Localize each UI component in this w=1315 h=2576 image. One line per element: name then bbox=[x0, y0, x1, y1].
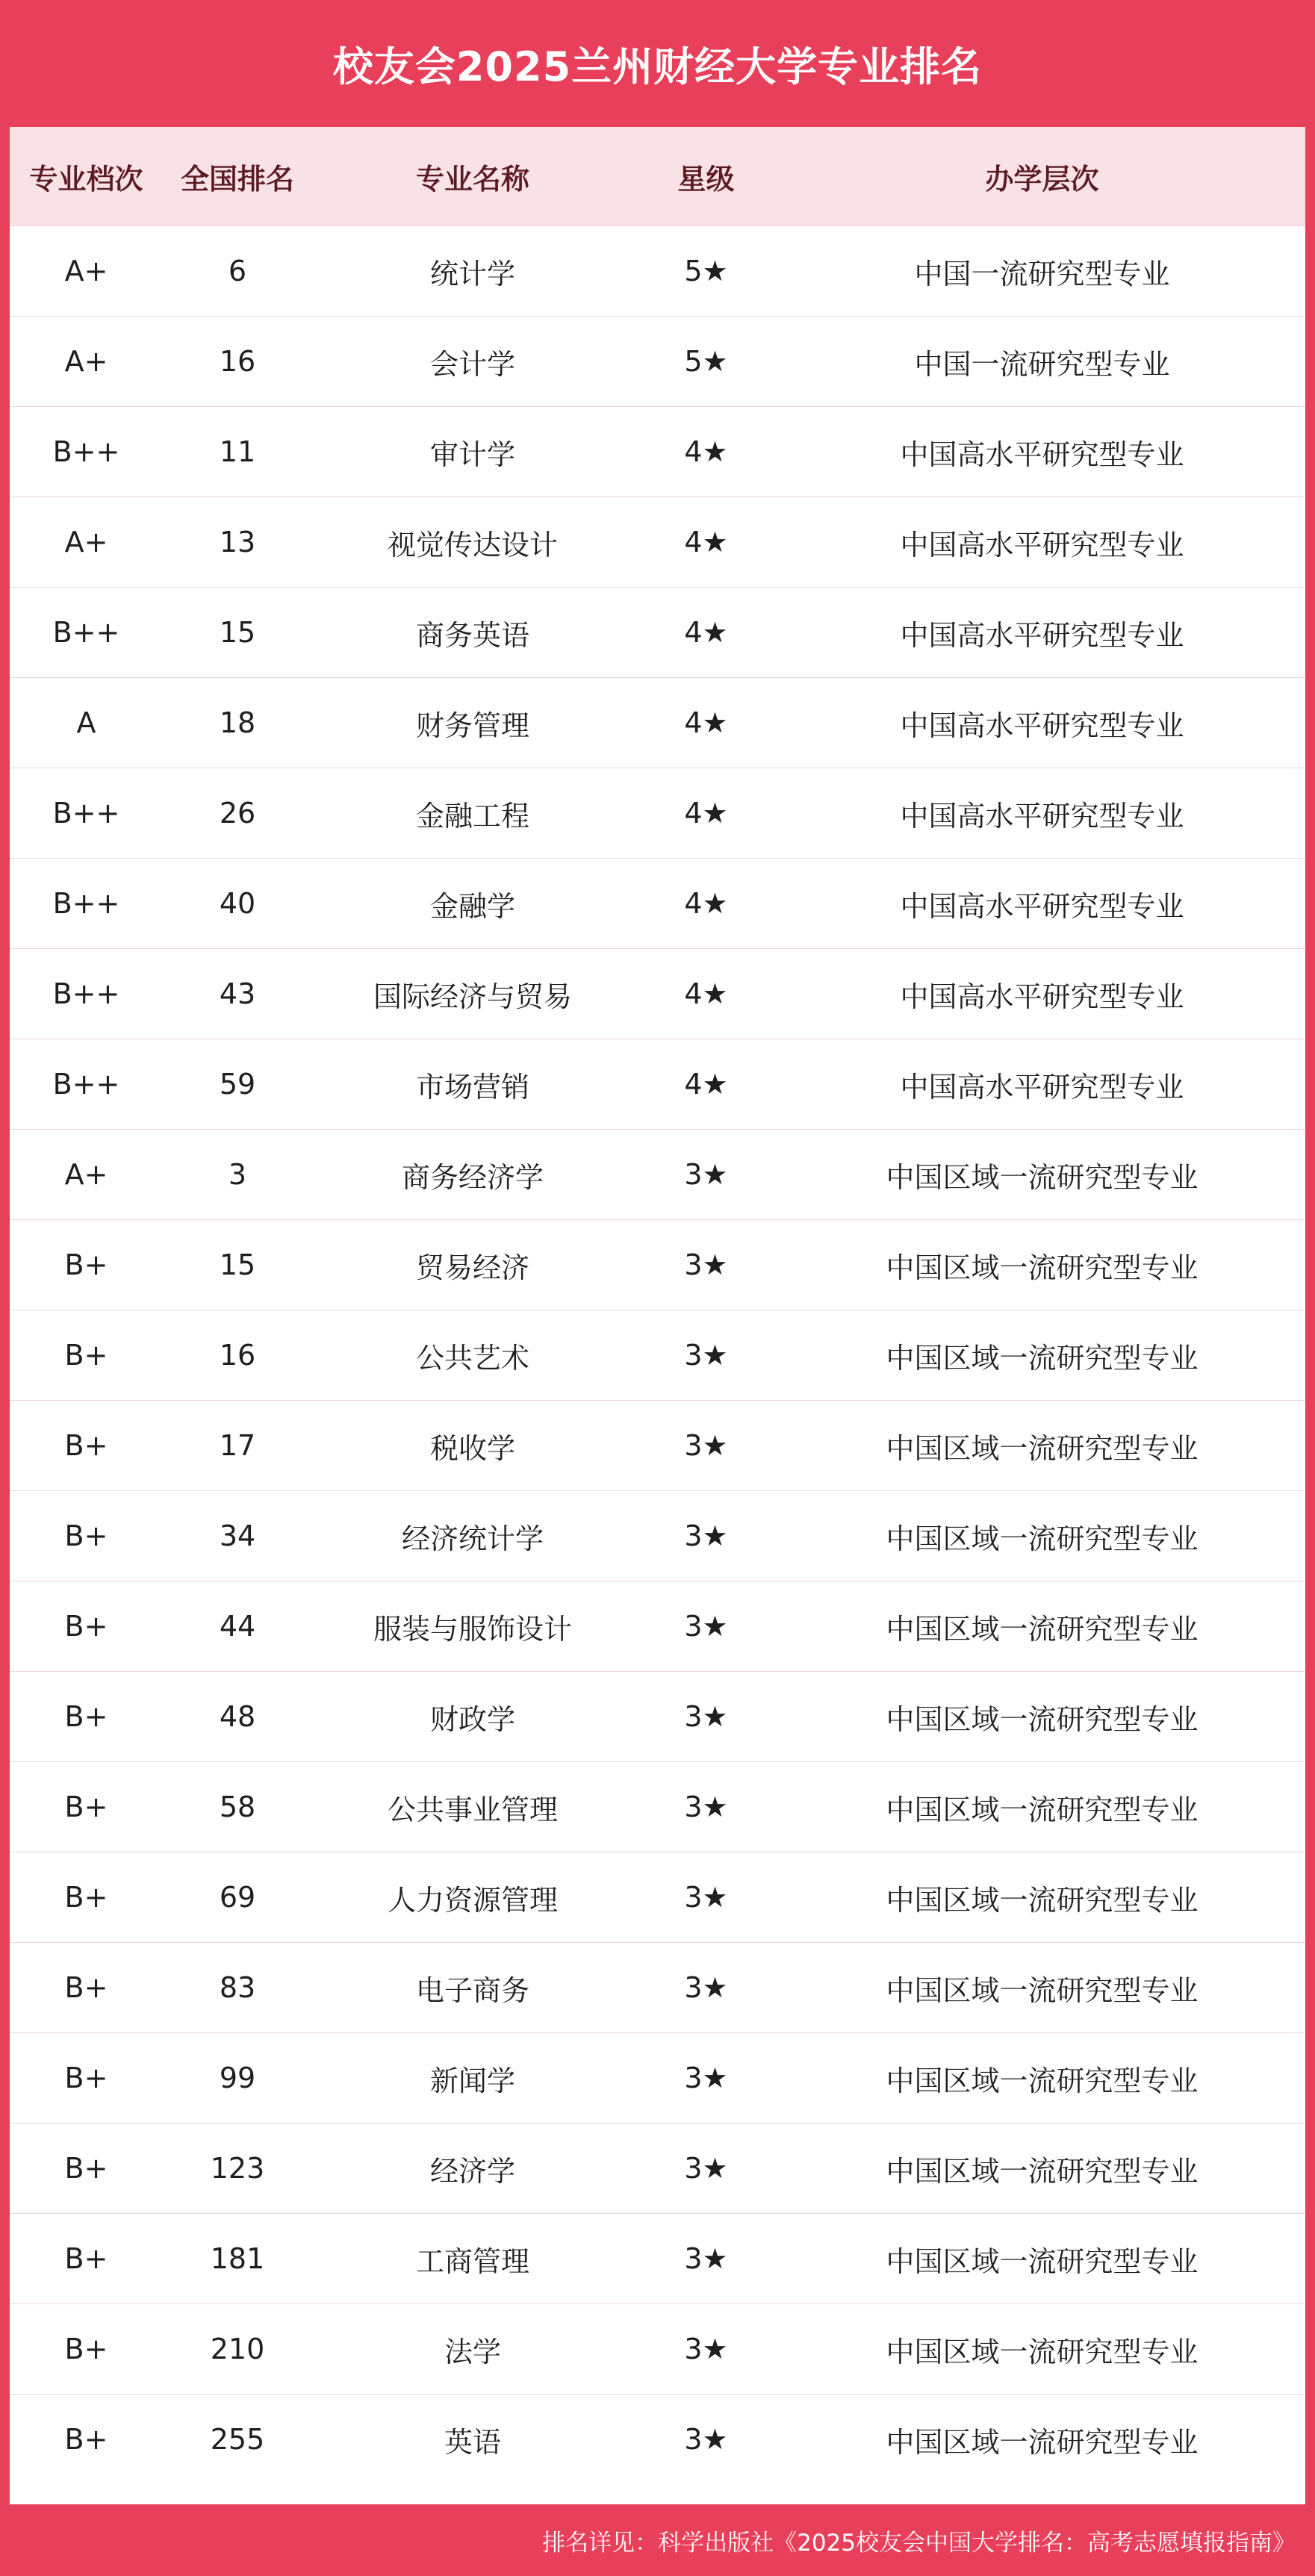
table-row bbox=[10, 2214, 1305, 2304]
cell-national-rank: 255 bbox=[163, 2395, 312, 2485]
cell-level: B+ bbox=[10, 2304, 163, 2395]
cell-major-name: 英语 bbox=[312, 2395, 633, 2485]
cell-major-name: 统计学 bbox=[312, 226, 633, 317]
cell-program-tier: 中国区域一流研究型专业 bbox=[779, 1852, 1305, 1943]
table-row bbox=[10, 1310, 1305, 1401]
cell-national-rank: 44 bbox=[163, 1581, 312, 1672]
table-row bbox=[10, 1852, 1305, 1943]
cell-national-rank: 123 bbox=[163, 2124, 312, 2214]
cell-program-tier: 中国一流研究型专业 bbox=[779, 226, 1305, 317]
cell-program-tier: 中国高水平研究型专业 bbox=[779, 949, 1305, 1039]
cell-national-rank: 3 bbox=[163, 1130, 312, 1220]
cell-star-rating: 3★ bbox=[633, 2304, 779, 2395]
cell-major-name: 视觉传达设计 bbox=[312, 497, 633, 588]
cell-level: B++ bbox=[10, 588, 163, 678]
cell-program-tier: 中国区域一流研究型专业 bbox=[779, 2304, 1305, 2395]
cell-major-name: 金融学 bbox=[312, 859, 633, 949]
table-row bbox=[10, 768, 1305, 859]
cell-program-tier: 中国区域一流研究型专业 bbox=[779, 1762, 1305, 1852]
cell-major-name: 电子商务 bbox=[312, 1943, 633, 2033]
cell-program-tier: 中国高水平研究型专业 bbox=[779, 588, 1305, 678]
cell-star-rating: 3★ bbox=[633, 1401, 779, 1491]
table-row bbox=[10, 1220, 1305, 1310]
cell-star-rating: 4★ bbox=[633, 859, 779, 949]
cell-star-rating: 3★ bbox=[633, 1762, 779, 1852]
table-row bbox=[10, 1039, 1305, 1130]
cell-national-rank: 26 bbox=[163, 768, 312, 859]
table-row bbox=[10, 949, 1305, 1039]
cell-national-rank: 83 bbox=[163, 1943, 312, 2033]
cell-star-rating: 4★ bbox=[633, 588, 779, 678]
cell-major-name: 公共事业管理 bbox=[312, 1762, 633, 1852]
cell-major-name: 服装与服饰设计 bbox=[312, 1581, 633, 1672]
header-star-rating: 星级 bbox=[633, 127, 779, 226]
table-row bbox=[10, 2124, 1305, 2214]
cell-level: B++ bbox=[10, 407, 163, 497]
cell-star-rating: 4★ bbox=[633, 407, 779, 497]
table-row bbox=[10, 1401, 1305, 1491]
table-body bbox=[10, 226, 1305, 2485]
cell-major-name: 财政学 bbox=[312, 1672, 633, 1762]
cell-national-rank: 59 bbox=[163, 1039, 312, 1130]
cell-major-name: 税收学 bbox=[312, 1401, 633, 1491]
cell-national-rank: 99 bbox=[163, 2033, 312, 2124]
cell-national-rank: 210 bbox=[163, 2304, 312, 2395]
cell-major-name: 人力资源管理 bbox=[312, 1852, 633, 1943]
cell-program-tier: 中国区域一流研究型专业 bbox=[779, 2395, 1305, 2485]
table-row bbox=[10, 1581, 1305, 1672]
cell-star-rating: 3★ bbox=[633, 1581, 779, 1672]
cell-level: A+ bbox=[10, 1130, 163, 1220]
cell-star-rating: 5★ bbox=[633, 317, 779, 407]
cell-national-rank: 48 bbox=[163, 1672, 312, 1762]
cell-major-name: 公共艺术 bbox=[312, 1310, 633, 1401]
cell-level: B++ bbox=[10, 859, 163, 949]
cell-star-rating: 4★ bbox=[633, 1039, 779, 1130]
cell-national-rank: 15 bbox=[163, 1220, 312, 1310]
cell-major-name: 贸易经济 bbox=[312, 1220, 633, 1310]
cell-program-tier: 中国一流研究型专业 bbox=[779, 317, 1305, 407]
cell-major-name: 工商管理 bbox=[312, 2214, 633, 2304]
cell-program-tier: 中国区域一流研究型专业 bbox=[779, 1491, 1305, 1581]
cell-star-rating: 3★ bbox=[633, 1491, 779, 1581]
cell-program-tier: 中国区域一流研究型专业 bbox=[779, 1220, 1305, 1310]
cell-level: B+ bbox=[10, 1310, 163, 1401]
cell-national-rank: 15 bbox=[163, 588, 312, 678]
cell-program-tier: 中国区域一流研究型专业 bbox=[779, 2124, 1305, 2214]
cell-level: A+ bbox=[10, 317, 163, 407]
cell-level: B++ bbox=[10, 1039, 163, 1130]
cell-national-rank: 11 bbox=[163, 407, 312, 497]
table-row bbox=[10, 2395, 1305, 2485]
cell-level: B+ bbox=[10, 1943, 163, 2033]
table-row bbox=[10, 317, 1305, 407]
cell-major-name: 经济学 bbox=[312, 2124, 633, 2214]
cell-level: B+ bbox=[10, 1491, 163, 1581]
table-row bbox=[10, 497, 1305, 588]
cell-level: B+ bbox=[10, 2033, 163, 2124]
cell-level: B+ bbox=[10, 1762, 163, 1852]
cell-national-rank: 6 bbox=[163, 226, 312, 317]
cell-national-rank: 13 bbox=[163, 497, 312, 588]
cell-program-tier: 中国高水平研究型专业 bbox=[779, 497, 1305, 588]
cell-level: A+ bbox=[10, 497, 163, 588]
cell-star-rating: 3★ bbox=[633, 2033, 779, 2124]
table-row bbox=[10, 1491, 1305, 1581]
cell-major-name: 市场营销 bbox=[312, 1039, 633, 1130]
cell-major-name: 会计学 bbox=[312, 317, 633, 407]
cell-star-rating: 3★ bbox=[633, 2124, 779, 2214]
page-title: 校友会2025兰州财经大学专业排名 bbox=[332, 43, 983, 90]
cell-national-rank: 16 bbox=[163, 317, 312, 407]
cell-star-rating: 4★ bbox=[633, 497, 779, 588]
cell-level: B+ bbox=[10, 1672, 163, 1762]
table-header-row bbox=[10, 127, 1305, 226]
cell-star-rating: 5★ bbox=[633, 226, 779, 317]
header-level: 专业档次 bbox=[10, 127, 163, 226]
cell-star-rating: 3★ bbox=[633, 1852, 779, 1943]
table-row bbox=[10, 1762, 1305, 1852]
cell-major-name: 金融工程 bbox=[312, 768, 633, 859]
cell-star-rating: 3★ bbox=[633, 2214, 779, 2304]
cell-level: B+ bbox=[10, 1401, 163, 1491]
cell-star-rating: 3★ bbox=[633, 1220, 779, 1310]
cell-national-rank: 58 bbox=[163, 1762, 312, 1852]
cell-program-tier: 中国区域一流研究型专业 bbox=[779, 1310, 1305, 1401]
ranking-table-panel bbox=[10, 127, 1305, 2504]
cell-program-tier: 中国高水平研究型专业 bbox=[779, 1039, 1305, 1130]
table-row bbox=[10, 226, 1305, 317]
cell-national-rank: 17 bbox=[163, 1401, 312, 1491]
header-national-rank: 全国排名 bbox=[163, 127, 312, 226]
cell-level: B+ bbox=[10, 2395, 163, 2485]
source-footnote: 排名详见：科学出版社《2025校友会中国大学排名：高考志愿填报指南》 bbox=[542, 2529, 1296, 2557]
cell-level: B+ bbox=[10, 1581, 163, 1672]
cell-national-rank: 18 bbox=[163, 678, 312, 768]
cell-major-name: 审计学 bbox=[312, 407, 633, 497]
cell-national-rank: 181 bbox=[163, 2214, 312, 2304]
cell-national-rank: 40 bbox=[163, 859, 312, 949]
cell-program-tier: 中国区域一流研究型专业 bbox=[779, 2214, 1305, 2304]
cell-program-tier: 中国区域一流研究型专业 bbox=[779, 1581, 1305, 1672]
cell-program-tier: 中国区域一流研究型专业 bbox=[779, 1401, 1305, 1491]
cell-program-tier: 中国高水平研究型专业 bbox=[779, 407, 1305, 497]
cell-level: B+ bbox=[10, 1220, 163, 1310]
cell-national-rank: 69 bbox=[163, 1852, 312, 1943]
table-row bbox=[10, 1130, 1305, 1220]
table-row bbox=[10, 2033, 1305, 2124]
cell-major-name: 商务经济学 bbox=[312, 1130, 633, 1220]
cell-star-rating: 3★ bbox=[633, 1943, 779, 2033]
cell-major-name: 财务管理 bbox=[312, 678, 633, 768]
table-row bbox=[10, 859, 1305, 949]
cell-national-rank: 16 bbox=[163, 1310, 312, 1401]
table-row bbox=[10, 2304, 1305, 2395]
cell-level: A bbox=[10, 678, 163, 768]
cell-major-name: 商务英语 bbox=[312, 588, 633, 678]
cell-star-rating: 3★ bbox=[633, 1310, 779, 1401]
cell-level: A+ bbox=[10, 226, 163, 317]
cell-star-rating: 3★ bbox=[633, 2395, 779, 2485]
cell-major-name: 国际经济与贸易 bbox=[312, 949, 633, 1039]
cell-level: B++ bbox=[10, 949, 163, 1039]
cell-program-tier: 中国高水平研究型专业 bbox=[779, 678, 1305, 768]
cell-national-rank: 34 bbox=[163, 1491, 312, 1581]
table-row bbox=[10, 407, 1305, 497]
table-row bbox=[10, 678, 1305, 768]
cell-level: B++ bbox=[10, 768, 163, 859]
header-program-tier: 办学层次 bbox=[779, 127, 1305, 226]
cell-level: B+ bbox=[10, 2124, 163, 2214]
cell-major-name: 新闻学 bbox=[312, 2033, 633, 2124]
cell-program-tier: 中国区域一流研究型专业 bbox=[779, 1943, 1305, 2033]
cell-major-name: 法学 bbox=[312, 2304, 633, 2395]
cell-star-rating: 3★ bbox=[633, 1672, 779, 1762]
cell-level: B+ bbox=[10, 2214, 163, 2304]
cell-program-tier: 中国区域一流研究型专业 bbox=[779, 1672, 1305, 1762]
cell-program-tier: 中国高水平研究型专业 bbox=[779, 768, 1305, 859]
cell-star-rating: 4★ bbox=[633, 949, 779, 1039]
ranking-table bbox=[10, 127, 1305, 2485]
cell-program-tier: 中国高水平研究型专业 bbox=[779, 859, 1305, 949]
cell-level: B+ bbox=[10, 1852, 163, 1943]
table-row bbox=[10, 1943, 1305, 2033]
header-major-name: 专业名称 bbox=[312, 127, 633, 226]
cell-program-tier: 中国区域一流研究型专业 bbox=[779, 2033, 1305, 2124]
table-row bbox=[10, 588, 1305, 678]
cell-program-tier: 中国区域一流研究型专业 bbox=[779, 1130, 1305, 1220]
cell-national-rank: 43 bbox=[163, 949, 312, 1039]
table-row bbox=[10, 1672, 1305, 1762]
cell-star-rating: 3★ bbox=[633, 1130, 779, 1220]
cell-star-rating: 4★ bbox=[633, 678, 779, 768]
cell-star-rating: 4★ bbox=[633, 768, 779, 859]
cell-major-name: 经济统计学 bbox=[312, 1491, 633, 1581]
